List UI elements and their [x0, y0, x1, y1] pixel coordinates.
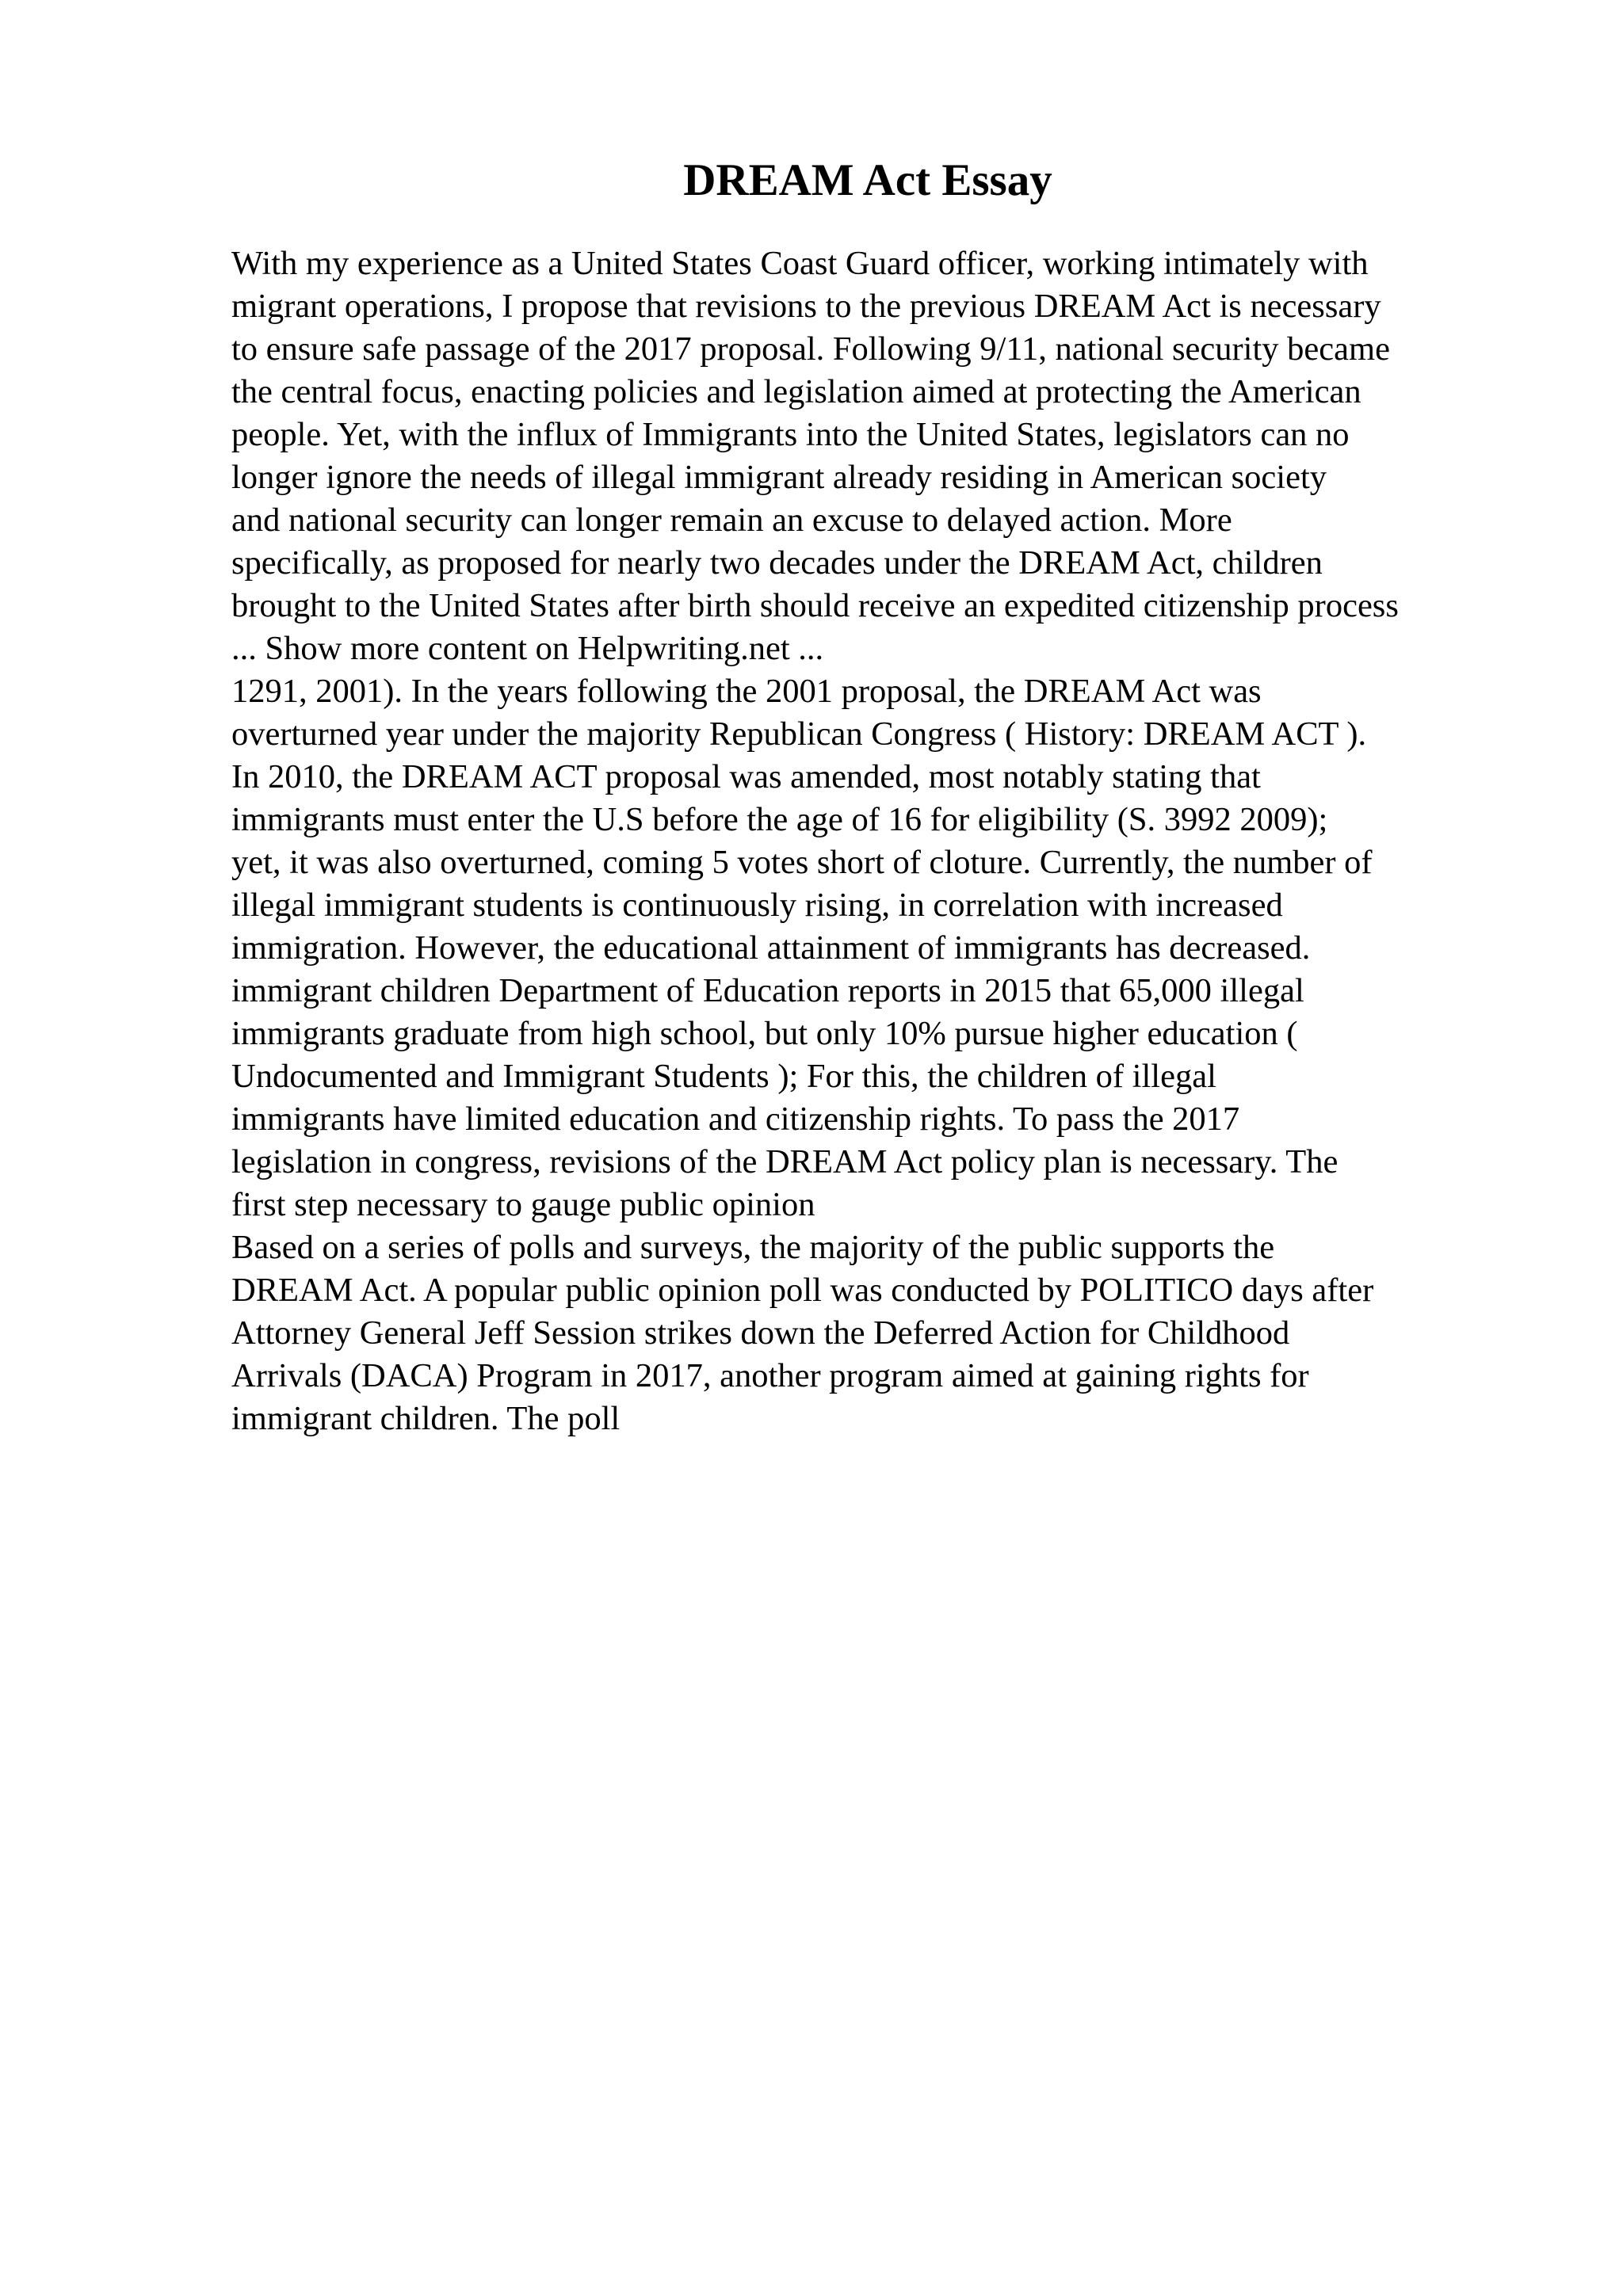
body-line: longer ignore the needs of illegal immigrant already residing in American society — [231, 459, 1327, 496]
body-line: legislation in congress, revisions of the DREAM Act policy plan is necessary. The — [231, 1143, 1338, 1180]
body-line: and national security can longer remain an excuse to delayed action. More — [231, 502, 1232, 539]
body-line: immigrant children. The poll — [231, 1400, 621, 1437]
body-line: With my experience as a United States Coast Guard officer, working intimately with — [231, 245, 1369, 282]
body-line: DREAM Act. A popular public opinion poll was conducted by POLITICO days after — [231, 1272, 1374, 1309]
body-line: In 2010, the DREAM ACT proposal was amended, most notably stating that — [231, 758, 1261, 795]
body-line: brought to the United States after birth should receive an expedited citizenship process — [231, 587, 1399, 624]
body-line: immigrants must enter the U.S before the age of 16 for eligibility (S. 3992 2009); — [231, 801, 1328, 838]
show-more-notice: ... Show more content on Helpwriting.net ... — [231, 630, 824, 667]
body-line: overturned year under the majority Republican Congress ( History: DREAM ACT ). — [231, 715, 1367, 753]
body-line: specifically, as proposed for nearly two decades under the DREAM Act, children — [231, 544, 1323, 582]
body-line: Attorney General Jeff Session strikes down the Deferred Action for Childhood — [231, 1314, 1290, 1352]
body-line: Based on a series of polls and surveys, the majority of the public supports the — [231, 1229, 1275, 1266]
document-body — [231, 242, 1579, 1440]
body-line: yet, it was also overturned, coming 5 votes short of cloture. Currently, the number of — [231, 844, 1373, 881]
body-line: immigrants graduate from high school, but only 10% pursue higher education ( — [231, 1015, 1298, 1052]
body-line: to ensure safe passage of the 2017 proposal. Following 9/11, national security became — [231, 330, 1390, 368]
document-title: DREAM Act Essay — [683, 155, 1052, 205]
body-line: immigration. However, the educational attainment of immigrants has decreased. — [231, 929, 1311, 967]
body-line: people. Yet, with the influx of Immigrants into the United States, legislators can no — [231, 416, 1350, 453]
body-line: first step necessary to gauge public opinion — [231, 1186, 815, 1223]
body-line: Undocumented and Immigrant Students ); For this, the children of illegal — [231, 1058, 1216, 1095]
body-line: migrant operations, I propose that revisions to the previous DREAM Act is necessary — [231, 288, 1381, 325]
body-line: immigrant children Department of Education reports in 2015 that 65,000 illegal — [231, 972, 1304, 1009]
body-line: Arrivals (DACA) Program in 2017, another program aimed at gaining rights for — [231, 1357, 1309, 1394]
body-line: the central focus, enacting policies and legislation aimed at protecting the American — [231, 373, 1361, 410]
body-line: 1291, 2001). In the years following the 2001 proposal, the DREAM Act was — [231, 673, 1262, 710]
body-line: immigrants have limited education and citizenship rights. To pass the 2017 — [231, 1100, 1240, 1138]
body-line: illegal immigrant students is continuously rising, in correlation with increased — [231, 887, 1283, 924]
